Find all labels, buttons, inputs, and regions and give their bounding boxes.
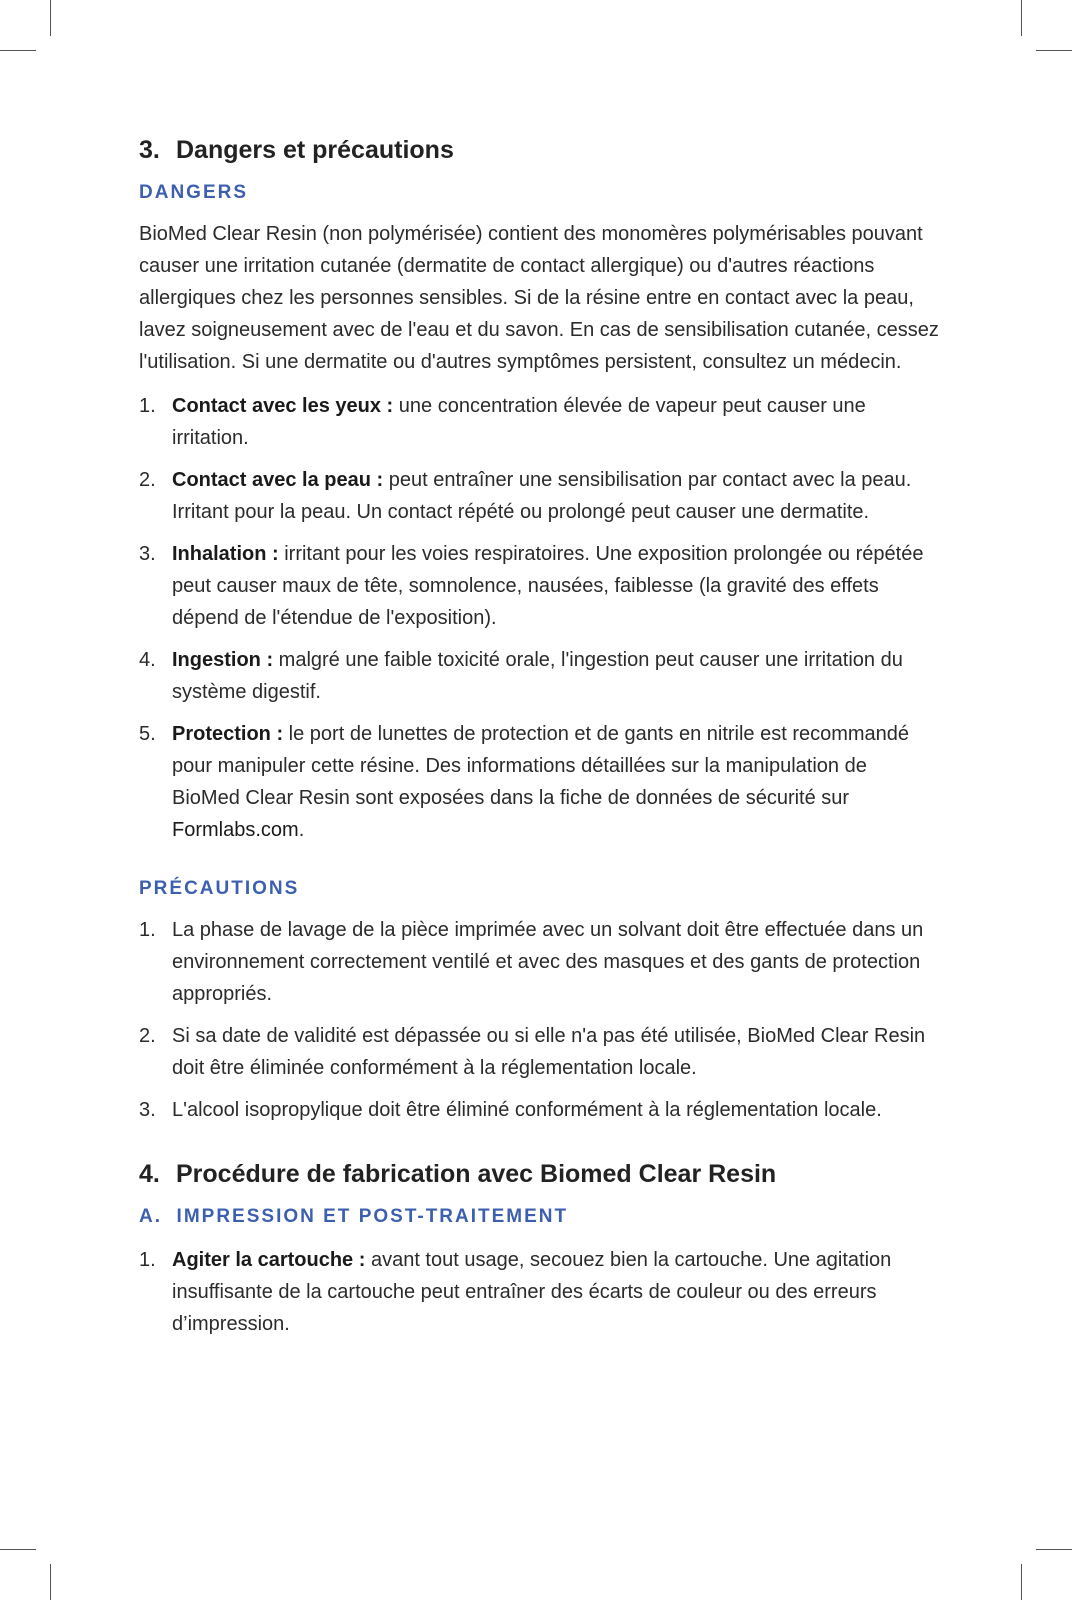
- crop-mark-top-left-vertical: [50, 0, 51, 36]
- item-label: Protection :: [172, 723, 284, 745]
- precautions-list: [139, 914, 939, 1126]
- section-4-heading: [139, 1156, 939, 1192]
- item-label: Inhalation :: [172, 543, 279, 565]
- precautions-heading: PRÉCAUTIONS: [139, 878, 300, 899]
- item-text: une concentration élevée de vapeur peut causer une irritation.: [172, 395, 866, 449]
- item-label: Agiter la cartouche :: [172, 1249, 366, 1271]
- item-text: L'alcool isopropylique doit être éliminé conformément à la réglementation locale.: [172, 1099, 882, 1121]
- list-number: 3.: [139, 1099, 156, 1121]
- list-number: 3.: [139, 543, 156, 565]
- item-text: avant tout usage, secouez bien la cartouche. Une agitation insuffisante de la cartouche peut entraîner des écarts de couleur ou des erreurs d’impression.: [172, 1249, 892, 1335]
- item-text: malgré une faible toxicité orale, l'ingestion peut causer une irritation du système digestif.: [172, 649, 903, 703]
- crop-mark-bottom-left-horizontal: [0, 1549, 36, 1550]
- item-text: La phase de lavage de la pièce imprimée avec un solvant doit être effectuée dans un environnement correctement ventilé et avec des masques et des gants de protection appropriés.: [172, 919, 924, 1005]
- precautions-item-2: [139, 1020, 939, 1084]
- crop-mark-top-right-vertical: [1021, 0, 1022, 36]
- section-3-title: Dangers et précautions: [176, 136, 454, 164]
- item-text-after: .: [298, 819, 305, 841]
- item-label: Contact avec la peau :: [172, 469, 384, 491]
- list-number: 1.: [139, 395, 156, 417]
- formlabs-link[interactable]: Formlabs.com: [172, 819, 299, 841]
- dangers-heading: DANGERS: [139, 182, 249, 203]
- section-4-title: Procédure de fabrication avec Biomed Clear Resin: [176, 1160, 777, 1188]
- dangers-item-4: [139, 644, 939, 708]
- dangers-intro: BioMed Clear Resin (non polymérisée) contient des monomères polymérisables pouvant causer une irritation cutanée (dermatite de contact allergique) ou d'autres réactions allergiques chez les personnes sensibles. Si de la résine entre en contact avec la peau, lavez soigneusement avec de l'eau et du savon. En cas de sensibilisation cutanée, cessez l'utilisation. Si une dermatite ou d'autres symptômes persistent, consultez un médecin.: [139, 223, 939, 373]
- dangers-item-1: [139, 390, 939, 454]
- item-text: le port de lunettes de protection et de gants en nitrile est recommandé pour manipuler cette résine. Des informations détaillées sur la manipulation de BioMed Clear Resin sont exposées dans la fiche de données de sécurité sur: [172, 723, 910, 809]
- crop-mark-top-left-horizontal: [0, 50, 36, 51]
- crop-mark-bottom-right-horizontal: [1036, 1549, 1072, 1550]
- crop-mark-top-right-horizontal: [1036, 50, 1072, 51]
- list-number: 2.: [139, 1025, 156, 1047]
- precautions-item-1: [139, 914, 939, 1010]
- impression-item-1: [139, 1244, 939, 1340]
- page-content: [139, 132, 939, 1350]
- section-3-number: 3.: [139, 136, 160, 164]
- dangers-item-3: [139, 538, 939, 634]
- section-4-number: 4.: [139, 1160, 160, 1188]
- item-text: peut entraîner une sensibilisation par contact avec la peau. Irritant pour la peau. Un contact répété ou prolongé peut causer une dermatite.: [172, 469, 912, 523]
- list-number: 4.: [139, 649, 156, 671]
- list-number: 2.: [139, 469, 156, 491]
- dangers-item-2: [139, 464, 939, 528]
- section-3-heading: [139, 132, 939, 168]
- dangers-list: [139, 390, 939, 846]
- list-number: 1.: [139, 1249, 156, 1271]
- impression-heading: A. IMPRESSION ET POST-TRAITEMENT: [139, 1206, 569, 1227]
- item-text: irritant pour les voies respiratoires. Une exposition prolongée ou répétée peut causer maux de tête, somnolence, nausées, faiblesse (la gravité des effets dépend de l'étendue de l'exposition).: [172, 543, 924, 629]
- crop-mark-bottom-left-vertical: [50, 1564, 51, 1600]
- item-text: Si sa date de validité est dépassée ou si elle n'a pas été utilisée, BioMed Clear Resin doit être éliminée conformément à la réglementation locale.: [172, 1025, 926, 1079]
- item-label: Contact avec les yeux :: [172, 395, 394, 417]
- dangers-item-5: [139, 718, 939, 846]
- crop-mark-bottom-right-vertical: [1021, 1564, 1022, 1600]
- item-label: Ingestion :: [172, 649, 274, 671]
- list-number: 1.: [139, 919, 156, 941]
- impression-list: [139, 1244, 939, 1340]
- precautions-item-3: [139, 1094, 939, 1126]
- list-number: 5.: [139, 723, 156, 745]
